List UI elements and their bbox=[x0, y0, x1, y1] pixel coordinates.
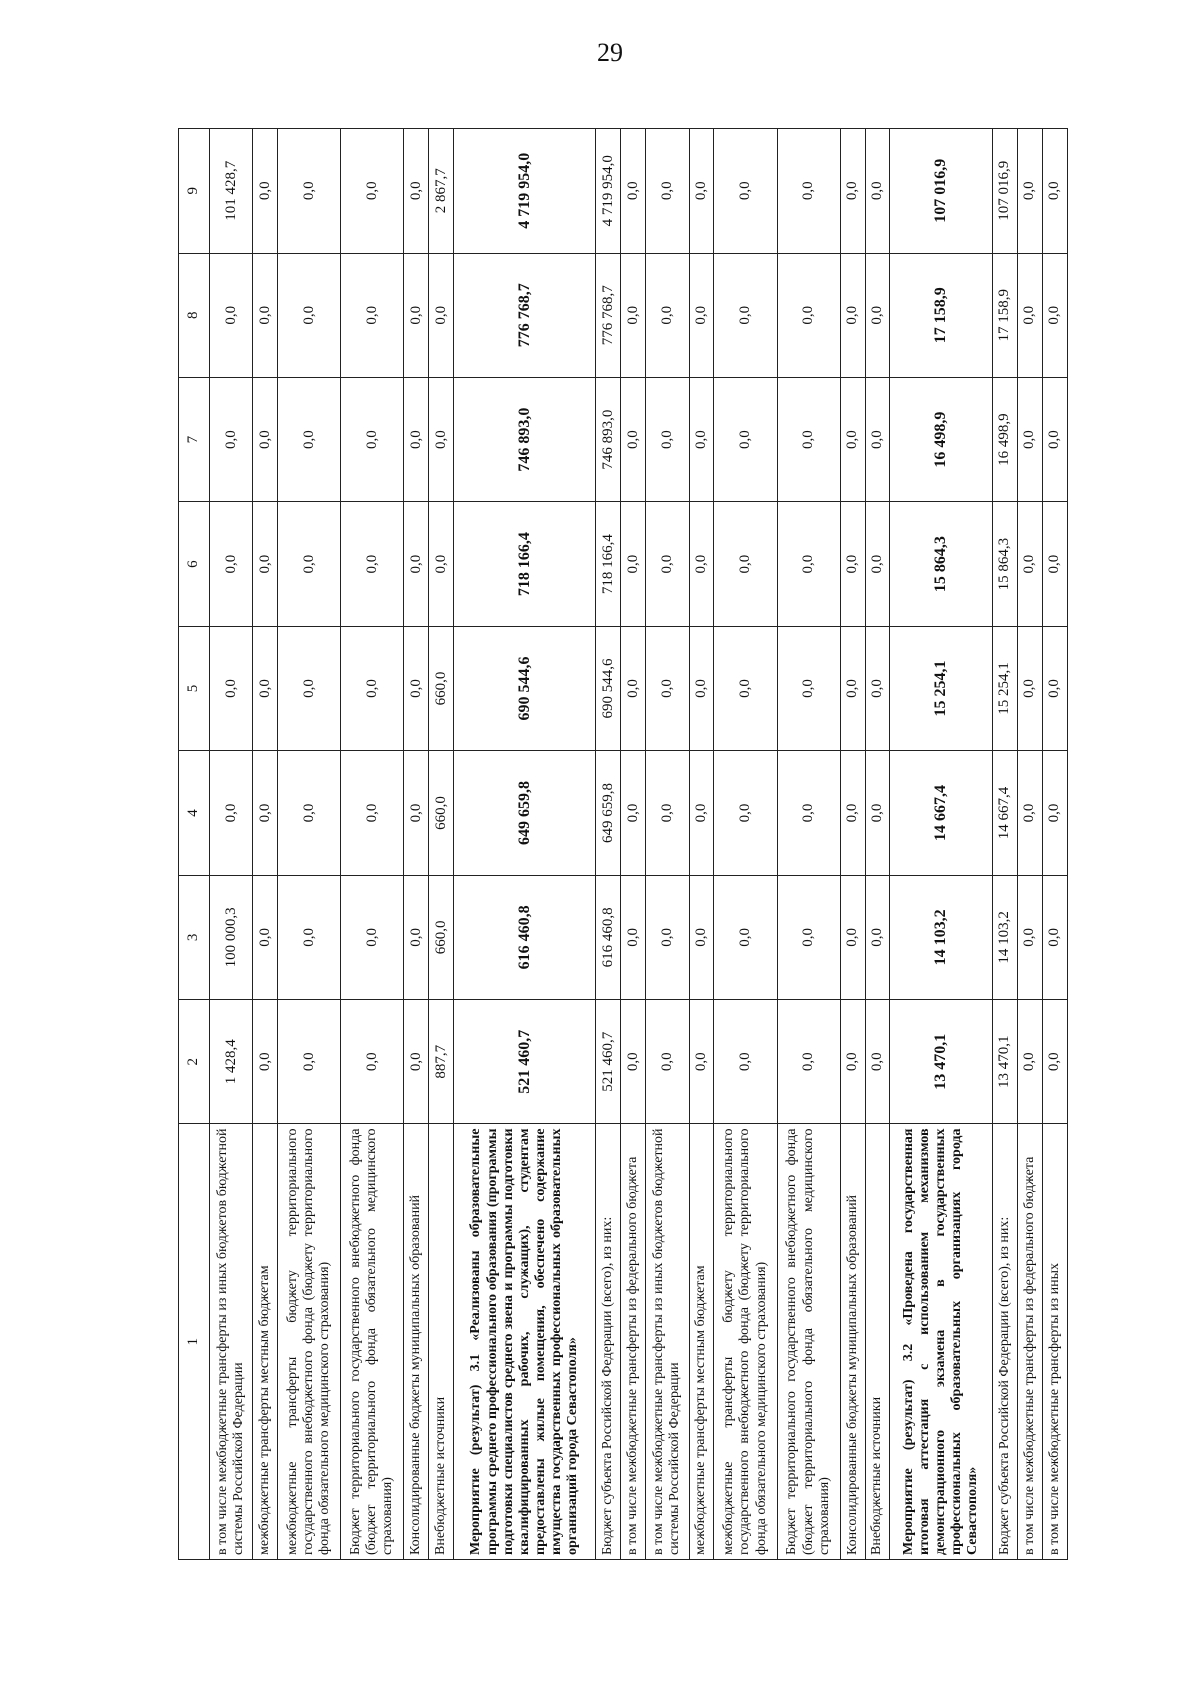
value-cell: 0,0 bbox=[689, 875, 714, 999]
value-cell: 0,0 bbox=[253, 751, 278, 875]
value-cell: 0,0 bbox=[777, 253, 840, 377]
value-cell: 0,0 bbox=[777, 875, 840, 999]
value-cell: 14 667,4 bbox=[993, 751, 1018, 875]
value-cell: 0,0 bbox=[621, 502, 646, 626]
row-label: Мероприятие (результат) 3.1 «Реализованы образовательные программы среднего профессионального образования (программы подготовки специалистов среднего звена и программы подготовки квалифицированных рабочих, служащих), студентам предоставлены жилые помещения, обеспечено содержание имущества государственных профессиональных образовательных организаций города Севастополя» bbox=[454, 1124, 596, 1560]
value-cell: 0,0 bbox=[714, 626, 777, 750]
value-cell: 0,0 bbox=[840, 751, 865, 875]
value-cell: 0,0 bbox=[1042, 626, 1067, 750]
value-cell: 0,0 bbox=[714, 751, 777, 875]
value-cell: 0,0 bbox=[278, 626, 341, 750]
row-label: межбюджетные трансферты местным бюджетам bbox=[253, 1124, 278, 1560]
value-cell: 0,0 bbox=[341, 1000, 404, 1124]
value-cell: 0,0 bbox=[865, 129, 890, 254]
value-cell: 616 460,8 bbox=[454, 875, 596, 999]
value-cell: 718 166,4 bbox=[454, 502, 596, 626]
table-row bbox=[714, 129, 777, 1560]
rotated-table-container bbox=[178, 128, 1068, 1560]
value-cell: 0,0 bbox=[253, 502, 278, 626]
value-cell: 2 867,7 bbox=[429, 129, 454, 254]
value-cell: 521 460,7 bbox=[454, 1000, 596, 1124]
value-cell: 0,0 bbox=[210, 626, 253, 750]
table-row-measure bbox=[454, 129, 596, 1560]
value-cell: 0,0 bbox=[1018, 129, 1043, 254]
value-cell: 13 470,1 bbox=[993, 1000, 1018, 1124]
row-label: Мероприятие (результат) 3.2 «Проведена государственная итоговая аттестация с использованием механизмов демонстрационного экзамена в государственных профессиональных образовательных организациях города Севастополя» bbox=[890, 1124, 993, 1560]
value-cell: 0,0 bbox=[714, 377, 777, 501]
value-cell: 0,0 bbox=[1042, 751, 1067, 875]
value-cell: 0,0 bbox=[714, 129, 777, 254]
value-cell: 0,0 bbox=[341, 502, 404, 626]
value-cell: 616 460,8 bbox=[596, 875, 621, 999]
value-cell: 15 864,3 bbox=[890, 502, 993, 626]
value-cell: 16 498,9 bbox=[993, 377, 1018, 501]
value-cell: 0,0 bbox=[278, 1000, 341, 1124]
value-cell: 17 158,9 bbox=[993, 253, 1018, 377]
column-header: 5 bbox=[179, 626, 210, 750]
value-cell: 0,0 bbox=[278, 377, 341, 501]
value-cell: 0,0 bbox=[689, 502, 714, 626]
value-cell: 15 254,1 bbox=[890, 626, 993, 750]
value-cell: 16 498,9 bbox=[890, 377, 993, 501]
row-label: в том числе межбюджетные трансферты из иных бюджетов бюджетной системы Российской Федерации bbox=[646, 1124, 689, 1560]
value-cell: 690 544,6 bbox=[596, 626, 621, 750]
value-cell: 0,0 bbox=[777, 502, 840, 626]
value-cell: 0,0 bbox=[404, 1000, 429, 1124]
value-cell: 14 103,2 bbox=[993, 875, 1018, 999]
row-label: в том числе межбюджетные трансферты из иных bbox=[1042, 1124, 1067, 1560]
table-row-measure bbox=[890, 129, 993, 1560]
value-cell: 0,0 bbox=[646, 377, 689, 501]
value-cell: 649 659,8 bbox=[454, 751, 596, 875]
value-cell: 0,0 bbox=[1042, 129, 1067, 254]
value-cell: 0,0 bbox=[777, 129, 840, 254]
value-cell: 0,0 bbox=[404, 751, 429, 875]
page-number: 29 bbox=[597, 38, 623, 67]
value-cell: 0,0 bbox=[1018, 1000, 1043, 1124]
row-label: Внебюджетные источники bbox=[429, 1124, 454, 1560]
value-cell: 0,0 bbox=[646, 253, 689, 377]
value-cell: 0,0 bbox=[1018, 253, 1043, 377]
value-cell: 0,0 bbox=[404, 129, 429, 254]
row-label: Бюджет субъекта Российской Федерации (всего), из них: bbox=[596, 1124, 621, 1560]
value-cell: 15 254,1 bbox=[993, 626, 1018, 750]
column-header: 1 bbox=[179, 1124, 210, 1560]
row-label: межбюджетные трансферты бюджету территориального государственного внебюджетного фонда (бюджету территориального фонда обязательного медицинского страхования) bbox=[714, 1124, 777, 1560]
value-cell: 0,0 bbox=[646, 502, 689, 626]
value-cell: 0,0 bbox=[689, 253, 714, 377]
row-label: межбюджетные трансферты местным бюджетам bbox=[689, 1124, 714, 1560]
column-header: 4 bbox=[179, 751, 210, 875]
row-label: Внебюджетные источники bbox=[865, 1124, 890, 1560]
value-cell: 0,0 bbox=[621, 875, 646, 999]
value-cell: 0,0 bbox=[1042, 377, 1067, 501]
table-row bbox=[993, 129, 1018, 1560]
value-cell: 1 428,4 bbox=[210, 1000, 253, 1124]
value-cell: 0,0 bbox=[404, 253, 429, 377]
value-cell: 0,0 bbox=[429, 253, 454, 377]
value-cell: 0,0 bbox=[278, 502, 341, 626]
value-cell: 0,0 bbox=[1042, 502, 1067, 626]
value-cell: 0,0 bbox=[646, 751, 689, 875]
value-cell: 0,0 bbox=[621, 129, 646, 254]
table-row bbox=[621, 129, 646, 1560]
value-cell: 0,0 bbox=[714, 253, 777, 377]
value-cell: 0,0 bbox=[840, 129, 865, 254]
table-rotation-frame bbox=[178, 128, 1068, 1560]
value-cell: 0,0 bbox=[646, 626, 689, 750]
value-cell: 0,0 bbox=[865, 751, 890, 875]
table-row bbox=[429, 129, 454, 1560]
table-row bbox=[278, 129, 341, 1560]
value-cell: 0,0 bbox=[429, 502, 454, 626]
value-cell: 0,0 bbox=[865, 626, 890, 750]
value-cell: 0,0 bbox=[253, 626, 278, 750]
value-cell: 0,0 bbox=[621, 626, 646, 750]
value-cell: 0,0 bbox=[777, 1000, 840, 1124]
value-cell: 0,0 bbox=[429, 377, 454, 501]
value-cell: 776 768,7 bbox=[454, 253, 596, 377]
value-cell: 0,0 bbox=[865, 377, 890, 501]
value-cell: 0,0 bbox=[714, 502, 777, 626]
column-header: 3 bbox=[179, 875, 210, 999]
row-label: Консолидированные бюджеты муниципальных образований bbox=[840, 1124, 865, 1560]
value-cell: 0,0 bbox=[1042, 253, 1067, 377]
value-cell: 0,0 bbox=[278, 253, 341, 377]
table-row bbox=[840, 129, 865, 1560]
value-cell: 0,0 bbox=[1018, 875, 1043, 999]
value-cell: 887,7 bbox=[429, 1000, 454, 1124]
value-cell: 0,0 bbox=[341, 377, 404, 501]
value-cell: 0,0 bbox=[840, 875, 865, 999]
budget-table bbox=[178, 128, 1068, 1560]
value-cell: 0,0 bbox=[1018, 502, 1043, 626]
value-cell: 746 893,0 bbox=[596, 377, 621, 501]
value-cell: 0,0 bbox=[341, 129, 404, 254]
value-cell: 0,0 bbox=[714, 875, 777, 999]
value-cell: 4 719 954,0 bbox=[596, 129, 621, 254]
table-row bbox=[689, 129, 714, 1560]
value-cell: 660,0 bbox=[429, 751, 454, 875]
value-cell: 15 864,3 bbox=[993, 502, 1018, 626]
row-label: Бюджет субъекта Российской Федерации (всего), из них: bbox=[993, 1124, 1018, 1560]
value-cell: 0,0 bbox=[714, 1000, 777, 1124]
value-cell: 0,0 bbox=[646, 1000, 689, 1124]
value-cell: 0,0 bbox=[341, 875, 404, 999]
value-cell: 0,0 bbox=[646, 875, 689, 999]
value-cell: 660,0 bbox=[429, 875, 454, 999]
column-header: 8 bbox=[179, 253, 210, 377]
value-cell: 690 544,6 bbox=[454, 626, 596, 750]
value-cell: 14 103,2 bbox=[890, 875, 993, 999]
value-cell: 17 158,9 bbox=[890, 253, 993, 377]
table-header-row bbox=[179, 129, 210, 1560]
value-cell: 0,0 bbox=[865, 875, 890, 999]
value-cell: 0,0 bbox=[1042, 1000, 1067, 1124]
table-row bbox=[210, 129, 253, 1560]
value-cell: 107 016,9 bbox=[993, 129, 1018, 254]
value-cell: 0,0 bbox=[253, 129, 278, 254]
value-cell: 718 166,4 bbox=[596, 502, 621, 626]
value-cell: 0,0 bbox=[404, 377, 429, 501]
value-cell: 0,0 bbox=[689, 626, 714, 750]
table-row bbox=[1018, 129, 1043, 1560]
value-cell: 0,0 bbox=[278, 751, 341, 875]
value-cell: 0,0 bbox=[777, 377, 840, 501]
value-cell: 0,0 bbox=[689, 1000, 714, 1124]
table-row bbox=[777, 129, 840, 1560]
value-cell: 0,0 bbox=[341, 626, 404, 750]
row-label: межбюджетные трансферты бюджету территориального государственного внебюджетного фонда (бюджету территориального фонда обязательного медицинского страхования) bbox=[278, 1124, 341, 1560]
row-label: Бюджет территориального государственного внебюджетного фонда (бюджет территориального фонда обязательного медицинского страхования) bbox=[341, 1124, 404, 1560]
table-row bbox=[1042, 129, 1067, 1560]
value-cell: 0,0 bbox=[865, 502, 890, 626]
value-cell: 0,0 bbox=[404, 875, 429, 999]
value-cell: 0,0 bbox=[253, 253, 278, 377]
column-header: 7 bbox=[179, 377, 210, 501]
row-label: в том числе межбюджетные трансферты из иных бюджетов бюджетной системы Российской Федерации bbox=[210, 1124, 253, 1560]
value-cell: 0,0 bbox=[689, 377, 714, 501]
value-cell: 0,0 bbox=[253, 875, 278, 999]
table-row bbox=[404, 129, 429, 1560]
value-cell: 13 470,1 bbox=[890, 1000, 993, 1124]
value-cell: 0,0 bbox=[840, 1000, 865, 1124]
value-cell: 0,0 bbox=[1018, 626, 1043, 750]
value-cell: 0,0 bbox=[253, 1000, 278, 1124]
value-cell: 0,0 bbox=[621, 377, 646, 501]
value-cell: 660,0 bbox=[429, 626, 454, 750]
value-cell: 0,0 bbox=[278, 129, 341, 254]
row-label: в том числе межбюджетные трансферты из федерального бюджета bbox=[1018, 1124, 1043, 1560]
value-cell: 0,0 bbox=[840, 377, 865, 501]
value-cell: 0,0 bbox=[1018, 377, 1043, 501]
value-cell: 0,0 bbox=[341, 751, 404, 875]
value-cell: 0,0 bbox=[777, 751, 840, 875]
row-label: Бюджет территориального государственного внебюджетного фонда (бюджет территориального фонда обязательного медицинского страхования) bbox=[777, 1124, 840, 1560]
value-cell: 521 460,7 bbox=[596, 1000, 621, 1124]
value-cell: 0,0 bbox=[210, 253, 253, 377]
table-row bbox=[341, 129, 404, 1560]
value-cell: 0,0 bbox=[840, 253, 865, 377]
value-cell: 649 659,8 bbox=[596, 751, 621, 875]
value-cell: 0,0 bbox=[210, 751, 253, 875]
value-cell: 100 000,3 bbox=[210, 875, 253, 999]
value-cell: 0,0 bbox=[865, 253, 890, 377]
value-cell: 0,0 bbox=[621, 1000, 646, 1124]
value-cell: 0,0 bbox=[1018, 751, 1043, 875]
value-cell: 0,0 bbox=[253, 377, 278, 501]
value-cell: 0,0 bbox=[210, 377, 253, 501]
table-row bbox=[865, 129, 890, 1560]
column-header: 6 bbox=[179, 502, 210, 626]
row-label: в том числе межбюджетные трансферты из федерального бюджета bbox=[621, 1124, 646, 1560]
value-cell: 746 893,0 bbox=[454, 377, 596, 501]
value-cell: 0,0 bbox=[341, 253, 404, 377]
value-cell: 0,0 bbox=[777, 626, 840, 750]
value-cell: 101 428,7 bbox=[210, 129, 253, 254]
value-cell: 14 667,4 bbox=[890, 751, 993, 875]
value-cell: 0,0 bbox=[646, 129, 689, 254]
column-header: 9 bbox=[179, 129, 210, 254]
value-cell: 0,0 bbox=[865, 1000, 890, 1124]
value-cell: 0,0 bbox=[621, 253, 646, 377]
value-cell: 4 719 954,0 bbox=[454, 129, 596, 254]
table-row bbox=[596, 129, 621, 1560]
value-cell: 0,0 bbox=[210, 502, 253, 626]
value-cell: 0,0 bbox=[689, 129, 714, 254]
table-row bbox=[253, 129, 278, 1560]
value-cell: 0,0 bbox=[278, 875, 341, 999]
value-cell: 107 016,9 bbox=[890, 129, 993, 254]
value-cell: 0,0 bbox=[404, 626, 429, 750]
value-cell: 0,0 bbox=[840, 502, 865, 626]
value-cell: 776 768,7 bbox=[596, 253, 621, 377]
row-label: Консолидированные бюджеты муниципальных образований bbox=[404, 1124, 429, 1560]
value-cell: 0,0 bbox=[621, 751, 646, 875]
column-header: 2 bbox=[179, 1000, 210, 1124]
value-cell: 0,0 bbox=[404, 502, 429, 626]
value-cell: 0,0 bbox=[840, 626, 865, 750]
value-cell: 0,0 bbox=[689, 751, 714, 875]
table-row bbox=[646, 129, 689, 1560]
value-cell: 0,0 bbox=[1042, 875, 1067, 999]
